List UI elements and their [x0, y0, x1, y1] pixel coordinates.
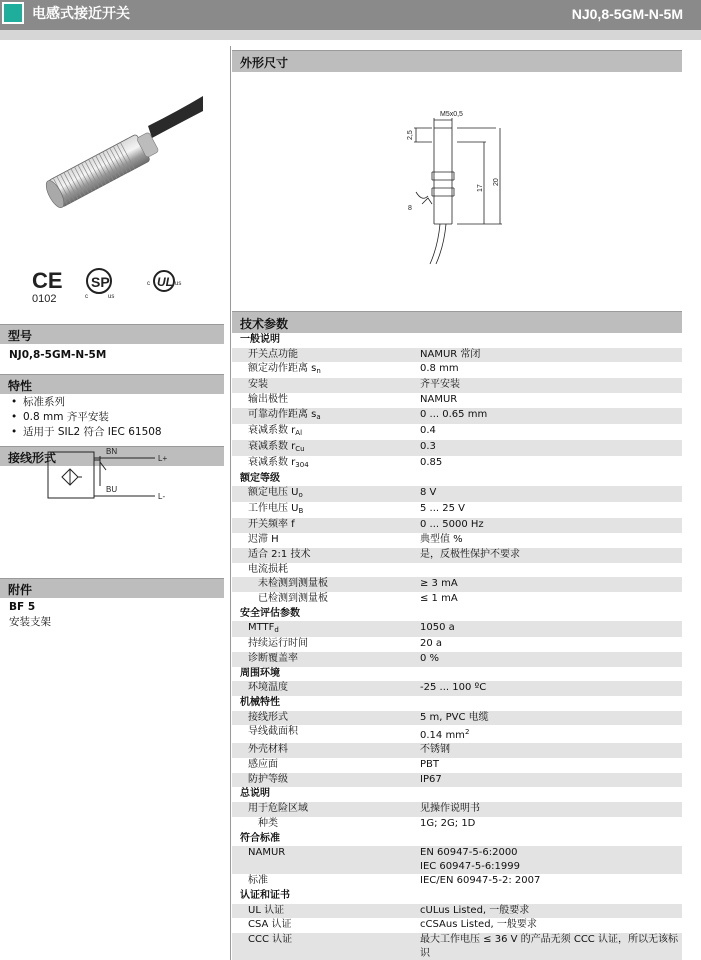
dim-17-label: 17	[477, 184, 484, 192]
dimension-drawing	[402, 106, 532, 266]
spec-value: 0.3	[412, 440, 682, 456]
specs-section-header	[232, 311, 682, 333]
spec-value: 1G; 2G; 1D	[420, 817, 476, 829]
spec-value: 5 m, PVC 电缆	[412, 711, 682, 726]
spec-key: 未检测到测量板	[232, 577, 412, 592]
type-value: NJ0,8-5GM-N-5M	[9, 349, 107, 361]
spec-row	[232, 681, 682, 696]
wire-bn-label: BN	[106, 447, 118, 456]
spec-group-row	[232, 696, 682, 711]
spec-value: NAMUR	[420, 394, 458, 406]
wire-lminus-label: L-	[158, 492, 166, 501]
spec-value: 1050 a	[412, 621, 682, 637]
spec-row	[232, 652, 682, 667]
spec-value: cCSAus Listed, 一般要求	[420, 919, 537, 931]
feature-item: • 0.8 mm 齐平安装	[9, 410, 162, 425]
spec-value: 齐平安装	[412, 378, 682, 393]
svg-text:SP: SP	[91, 274, 110, 290]
type-section-title: 型号	[8, 329, 33, 343]
spec-group-label: 机械特性	[240, 697, 280, 708]
spec-row	[232, 502, 682, 518]
spec-row	[232, 933, 682, 960]
spec-value: ≥ 3 mA	[412, 577, 682, 592]
spec-key: 环境温度	[232, 681, 412, 696]
spec-key: 输出极性	[248, 394, 288, 406]
accessory-desc: 安装支架	[9, 616, 51, 628]
type-section-header	[0, 324, 224, 344]
spec-value: PBT	[420, 759, 439, 771]
column-divider	[230, 46, 231, 960]
spec-value: 0.8 mm	[420, 363, 459, 375]
spec-key: 衰减系数 $r_{Al}$	[248, 424, 303, 437]
spec-row	[232, 743, 682, 758]
spec-value: IEC/EN 60947-5-2: 2007	[420, 875, 541, 887]
ul-us-label: us	[175, 281, 182, 287]
spec-value: 0 ... 5000 Hz	[412, 518, 682, 533]
spec-row	[232, 874, 682, 889]
spec-value: 0.85	[420, 456, 443, 468]
spec-row	[232, 486, 682, 502]
dimensions-section-header	[232, 50, 682, 72]
spec-row	[232, 393, 682, 408]
spec-value: cULus Listed, 一般要求	[412, 904, 682, 919]
spec-value: 最大工作电压 ≤ 36 V 的产品无须 CCC 认证，所以无该标识	[412, 933, 682, 960]
wire-bu-label: BU	[106, 485, 118, 494]
specs-section-title: 技术参数	[240, 317, 289, 331]
spec-value	[412, 563, 682, 578]
specs-table	[232, 333, 682, 960]
header-bar	[0, 0, 701, 40]
spec-row	[232, 577, 682, 592]
spec-key: 用于危险区域	[232, 802, 412, 817]
spec-key: 已检测到测量板	[258, 592, 328, 604]
spec-key: CCC 认证	[232, 933, 412, 960]
dim-8-label: 8	[408, 205, 412, 212]
ul-mark: UL	[157, 275, 173, 289]
features-section-title: 特性	[8, 379, 33, 393]
spec-key: NAMUR	[232, 846, 412, 874]
spec-key: 额定动作距离 $s_n$	[248, 363, 321, 376]
spec-group-row	[232, 333, 682, 348]
spec-group-row	[232, 889, 682, 904]
spec-row	[232, 408, 682, 424]
spec-key: 外壳材料	[232, 743, 412, 758]
spec-group-label: 符合标准	[240, 832, 280, 844]
spec-key: 诊断覆盖率	[232, 652, 412, 667]
spec-row	[232, 563, 682, 578]
spec-key: 额定电压 $U_o$	[232, 486, 412, 502]
spec-row	[232, 348, 682, 363]
csa-us-label: us	[108, 294, 115, 300]
spec-key: 标准	[248, 875, 268, 887]
spec-group-label: 总说明	[240, 788, 270, 800]
spec-row	[232, 904, 682, 919]
accessories-section-header	[0, 578, 224, 598]
header-marker	[2, 2, 24, 24]
ul-c-label: c	[147, 281, 150, 287]
spec-row	[232, 637, 682, 652]
spec-group-row	[232, 787, 682, 802]
accessory-name: BF 5	[9, 601, 36, 613]
spec-value: 是，反极性保护不要求	[412, 548, 682, 563]
spec-row	[232, 817, 682, 832]
spec-group-label: 一般说明	[240, 334, 280, 345]
spec-key: 衰减系数 $r_{304}$	[248, 456, 309, 469]
spec-value: NAMUR 常闭	[412, 348, 682, 363]
spec-row	[232, 533, 682, 548]
spec-group-label: 周围环境	[240, 667, 280, 679]
spec-row	[232, 918, 682, 933]
spec-value: 8 V	[412, 486, 682, 502]
spec-key: 开关频率 f	[232, 518, 412, 533]
model-number: NJ0,8-5GM-N-5M	[571, 6, 683, 22]
spec-row	[232, 725, 682, 743]
spec-key: 接线形式	[232, 711, 412, 726]
spec-group-row	[232, 607, 682, 622]
features-section-header	[0, 374, 224, 394]
spec-key: 适合 2:1 技术	[232, 548, 412, 563]
spec-group-label: 额定等级	[240, 472, 280, 484]
spec-value: 5 ... 25 V	[420, 503, 465, 515]
spec-key: 工作电压 $U_B$	[248, 503, 304, 516]
spec-key: UL 认证	[232, 904, 412, 919]
spec-row	[232, 758, 682, 773]
spec-key: 持续运行时间	[248, 638, 308, 650]
accessories-section-title: 附件	[8, 583, 33, 597]
spec-row	[232, 592, 682, 607]
wiring-diagram	[40, 440, 190, 550]
ce-number: 0102	[32, 293, 57, 305]
spec-group-row	[232, 472, 682, 487]
dim-2-5-label: 2,5	[407, 130, 414, 140]
certification-marks	[30, 264, 190, 308]
spec-value: 见操作说明书	[412, 802, 682, 817]
wire-lplus-label: L+	[158, 454, 168, 463]
spec-row	[232, 378, 682, 393]
product-photo	[28, 56, 203, 256]
spec-row	[232, 456, 682, 472]
spec-row	[232, 711, 682, 726]
ce-mark: CE	[32, 268, 63, 293]
spec-value: 0.4	[420, 424, 436, 436]
thread-dim-label: M5x0,5	[440, 111, 463, 118]
spec-group-label: 认证和证书	[240, 889, 290, 901]
spec-row	[232, 518, 682, 533]
feature-item: • 标准系列	[9, 395, 162, 410]
spec-row	[232, 773, 682, 788]
dim-20-label: 20	[493, 178, 500, 186]
spec-row	[232, 802, 682, 817]
spec-row	[232, 424, 682, 440]
features-list	[9, 395, 162, 440]
spec-value: 0 %	[412, 652, 682, 667]
spec-key: 防护等级	[232, 773, 412, 788]
spec-group-label: 安全评估参数	[240, 607, 300, 619]
spec-row	[232, 362, 682, 378]
spec-value: 不锈钢	[412, 743, 682, 758]
spec-key: 安装	[232, 378, 412, 393]
spec-row	[232, 621, 682, 637]
spec-key: 迟滞 H	[248, 534, 279, 546]
dimensions-section-title: 外形尺寸	[240, 56, 289, 70]
spec-row	[232, 440, 682, 456]
spec-value: 0.14 $mm^2$	[420, 728, 470, 742]
spec-key: 导线截面积	[248, 726, 298, 738]
spec-value: ≤ 1 mA	[420, 592, 458, 604]
spec-row	[232, 548, 682, 563]
spec-value: 20 a	[420, 638, 443, 650]
spec-row	[232, 846, 682, 874]
spec-group-row	[232, 832, 682, 847]
spec-value: EN 60947-5-6:2000 IEC 60947-5-6:1999	[412, 846, 682, 874]
spec-key: CSA 认证	[248, 919, 292, 931]
spec-value: 典型值 %	[420, 534, 463, 546]
spec-key: 感应面	[248, 759, 278, 771]
spec-group-row	[232, 667, 682, 682]
spec-value: -25 ... 100 ºC	[412, 681, 682, 696]
spec-key: 衰减系数 $r_{Cu}$	[232, 440, 412, 456]
page-title: 电感式接近开关	[32, 6, 130, 22]
spec-key: 开关点功能	[232, 348, 412, 363]
spec-value: IP67	[412, 773, 682, 788]
spec-value: 0 ... 0.65 mm	[412, 408, 682, 424]
csa-c-label: c	[85, 294, 88, 300]
feature-item: • 适用于 SIL2 符合 IEC 61508	[9, 425, 162, 440]
spec-key: 种类	[258, 817, 278, 829]
spec-key: 可靠动作距离 $s_a$	[232, 408, 412, 424]
spec-key: 电流损耗	[248, 563, 288, 575]
spec-key: $MTTF_d$	[232, 621, 412, 637]
wiring-section-title: 接线形式	[8, 451, 57, 465]
